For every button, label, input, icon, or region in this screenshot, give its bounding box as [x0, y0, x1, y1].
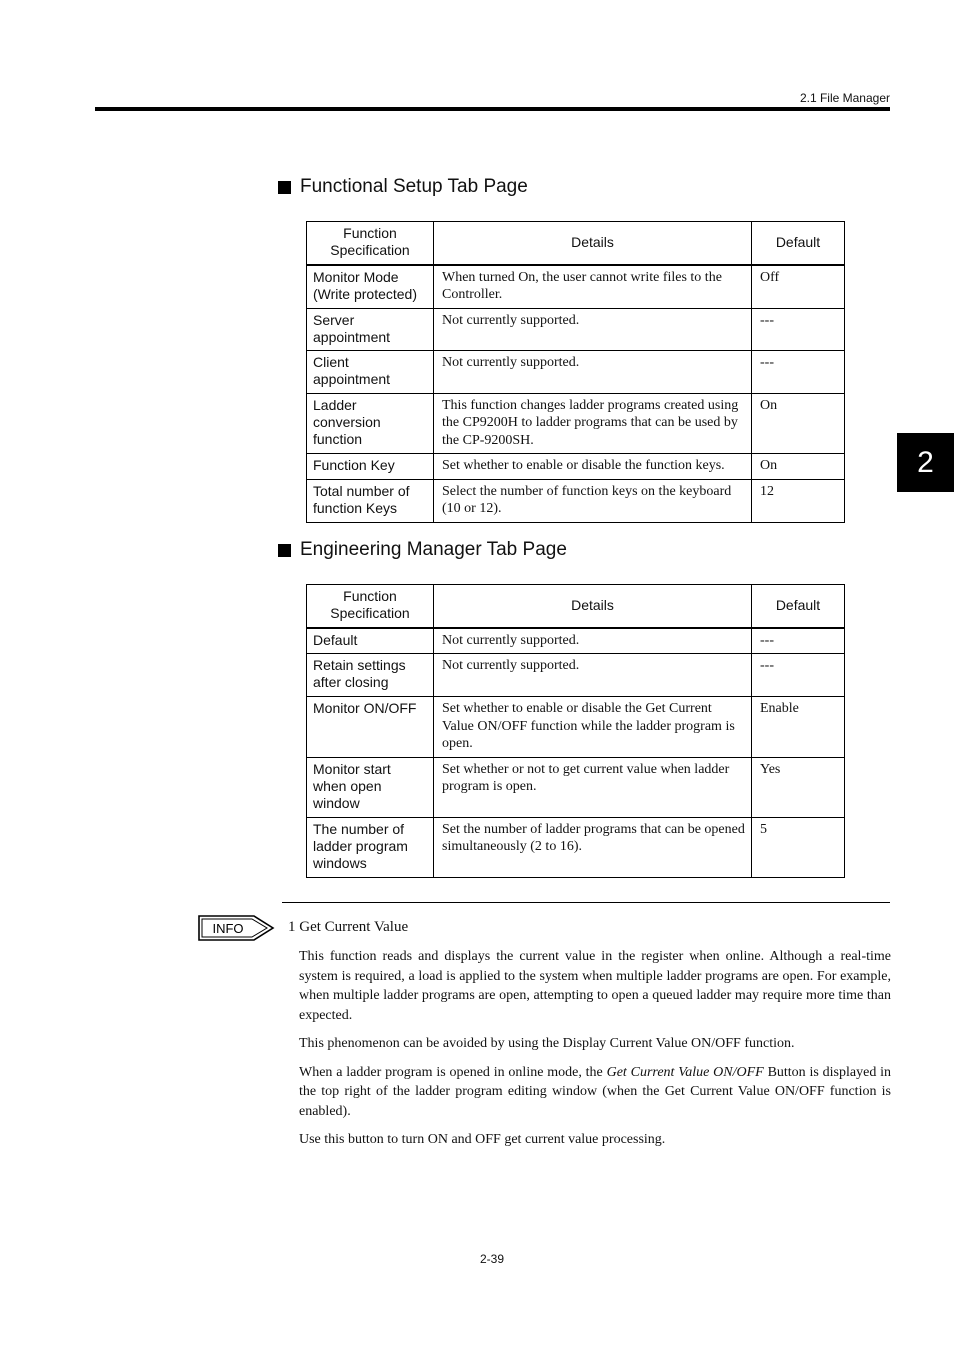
- column-header: Function Specification: [307, 222, 434, 265]
- bullet-square-icon: [278, 544, 291, 557]
- info-paragraph: Use this button to turn ON and OFF get current value processing.: [299, 1132, 666, 1147]
- function-cell: Retain settings after closing: [307, 654, 434, 697]
- function-cell: Function Key: [307, 454, 434, 480]
- bullet-square-icon: [278, 181, 291, 194]
- table-row: [307, 757, 845, 817]
- function-cell: The number of ladder program windows: [307, 817, 434, 877]
- table-row: [307, 350, 845, 393]
- details-cell: Set the number of ladder programs that can be opened simultaneously (2 to 16).: [434, 817, 752, 877]
- function-cell: Monitor start when open window: [307, 757, 434, 817]
- info-paragraph-text: Button is displayed in the top right of the ladder program editing window (when the Get Current Value ON/OFF function is enabled).: [299, 1064, 892, 1119]
- column-header: Details: [434, 222, 752, 265]
- default-cell: Off: [752, 265, 845, 309]
- function-cell: Monitor Mode (Write protected): [307, 265, 434, 309]
- info-body: [299, 947, 891, 1159]
- default-cell: On: [752, 393, 845, 454]
- section-title-functional-setup: [278, 176, 528, 198]
- chapter-tab: 2: [897, 433, 954, 492]
- details-cell: When turned On, the user cannot write files to the Controller.: [434, 265, 752, 309]
- details-cell: Not currently supported.: [434, 350, 752, 393]
- info-paragraph: This function reads and displays the current value in the register when online. Although a real-time system is required, a load is applied to the system when multiple ladder programs are open. For example, when multiple ladder programs are open, attempting to open a queued ladder may require more time than expected.: [299, 949, 891, 1023]
- column-header: Default: [752, 222, 845, 265]
- table-header-row: [307, 585, 845, 628]
- default-cell: ---: [752, 350, 845, 393]
- function-cell: Client appointment: [307, 350, 434, 393]
- details-cell: Not currently supported.: [434, 308, 752, 350]
- function-cell: Default: [307, 628, 434, 654]
- function-cell: Ladder conversion function: [307, 393, 434, 454]
- table-row: [307, 654, 845, 697]
- table-row: [307, 393, 845, 454]
- function-cell: Server appointment: [307, 308, 434, 350]
- info-paragraph: This phenomenon can be avoided by using the Display Current Value ON/OFF function.: [299, 1036, 795, 1051]
- column-header: Default: [752, 585, 845, 628]
- table-row: [307, 697, 845, 758]
- details-cell: Set whether to enable or disable the Get Current Value ON/OFF function while the ladder program is open.: [434, 697, 752, 758]
- info-badge-label: INFO: [212, 921, 244, 936]
- info-paragraph: [299, 1063, 891, 1122]
- table-row: [307, 265, 845, 309]
- page-number: 2-39: [480, 1252, 505, 1266]
- default-cell: ---: [752, 654, 845, 697]
- details-cell: Not currently supported.: [434, 628, 752, 654]
- column-header: Details: [434, 585, 752, 628]
- table-header-row: [307, 222, 845, 265]
- default-cell: Yes: [752, 757, 845, 817]
- default-cell: 5: [752, 817, 845, 877]
- details-cell: This function changes ladder programs created using the CP9200H to ladder programs that can be used by the CP-9200SH.: [434, 393, 752, 454]
- info-heading: 1 Get Current Value: [288, 919, 409, 935]
- table-row: [307, 454, 845, 480]
- details-cell: Set whether or not to get current value when ladder program is open.: [434, 757, 752, 817]
- default-cell: ---: [752, 628, 845, 654]
- info-paragraph-text: When a ladder program is opened in online mode, the: [299, 1064, 607, 1080]
- section-title-text: Engineering Manager Tab Page: [300, 539, 567, 560]
- button-name-emphasis: Get Current Value ON/OFF: [606, 1064, 764, 1080]
- table-row: [307, 817, 845, 877]
- default-cell: Enable: [752, 697, 845, 758]
- details-cell: Set whether to enable or disable the function keys.: [434, 454, 752, 480]
- column-header: Function Specification: [307, 585, 434, 628]
- info-badge: [196, 914, 276, 947]
- function-cell: Total number of function Keys: [307, 479, 434, 522]
- header-rule: [95, 107, 890, 111]
- default-cell: On: [752, 454, 845, 480]
- section-title-text: Functional Setup Tab Page: [300, 176, 528, 197]
- table-row: [307, 479, 845, 522]
- default-cell: ---: [752, 308, 845, 350]
- info-divider: [282, 902, 890, 903]
- details-cell: Select the number of function keys on the keyboard (10 or 12).: [434, 479, 752, 522]
- functional-setup-table: [306, 221, 845, 523]
- table-row: [307, 308, 845, 350]
- engineering-manager-table: [306, 584, 845, 878]
- details-cell: Not currently supported.: [434, 654, 752, 697]
- default-cell: 12: [752, 479, 845, 522]
- table-row: [307, 628, 845, 654]
- running-header: 2.1 File Manager: [799, 91, 890, 105]
- function-cell: Monitor ON/OFF: [307, 697, 434, 758]
- section-title-engineering-manager: [278, 539, 567, 561]
- info-arrow-icon: [196, 914, 276, 942]
